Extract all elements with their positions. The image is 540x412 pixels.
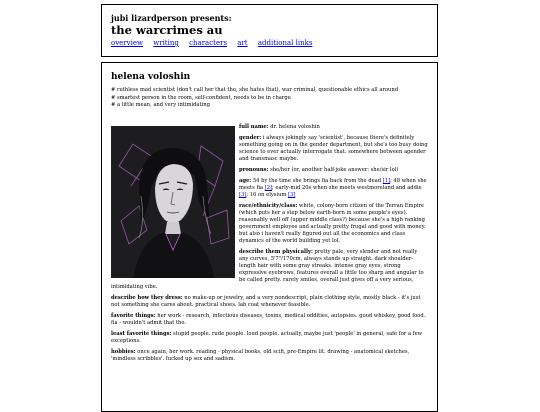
- character-tag: # smartest person in the room, self-confident, needs to be in charge: [111, 94, 291, 101]
- portrait-image: [111, 126, 235, 278]
- field-hobbies: [111, 349, 428, 363]
- nav-link-additional-links[interactable]: additional links: [257, 39, 313, 47]
- field-label: least favorite things:: [111, 330, 172, 337]
- field-value: ; early-mid 20s when she meets westmoreland and addie: [272, 184, 422, 191]
- field-value: white, colony-born citizen of the Terran Empire (which puts her a step below earth-born in some people's eyes). reasonably well off (upper middle class?) because she's a high ranking government employee and actually pretty frugal and good with money. but also i haven't really figured out all the economics and class dynamics of the world building yet lol.: [239, 202, 426, 244]
- field-value: i always jokingly say 'scientist', because there's definitely something going on in the gender department, but she's too busy doing science to ever actually interrogate that. somewhere between agender and transmasc maybe.: [239, 134, 428, 162]
- field-value: no make-up or jewelry, and a very nondescript, plain clothing style, mostly black - it's just not something she cares about. practical shoes. lab coat whenever feasible.: [111, 294, 421, 308]
- nav-link-art[interactable]: art: [237, 39, 248, 47]
- field-value: dr. helena voloshin: [268, 123, 320, 130]
- character-name: helena voloshin: [111, 72, 191, 82]
- site-title: the warcrimes au: [111, 23, 223, 37]
- footnote-link[interactable]: [3]: [239, 191, 247, 198]
- character-profile: [111, 124, 428, 363]
- character-panel: [101, 62, 438, 412]
- character-tag: # a little mean, and very intimidating: [111, 102, 210, 108]
- field-label: describe them physically:: [239, 248, 313, 255]
- field-least-favorite-things: [111, 331, 428, 345]
- character-tag: # ruthless mad scientist (don't call her that tho, she hates that), war criminal, questionable ethics all around: [111, 87, 399, 93]
- character-tags: [111, 87, 428, 110]
- footnote-link[interactable]: [1]: [382, 177, 391, 184]
- field-value: 54 by the time she brings fia back from the dead: [251, 177, 383, 184]
- field-favorite-things: [111, 313, 428, 327]
- site-header: [101, 4, 438, 57]
- field-label: hobbies:: [111, 348, 136, 355]
- field-label: race/ethnicity/class:: [239, 202, 298, 209]
- field-label: pronouns:: [239, 166, 269, 173]
- field-value: ; 16 on elysium: [246, 191, 289, 198]
- footnote-link[interactable]: [2]: [264, 184, 273, 191]
- field-label: describe how they dress:: [111, 294, 183, 301]
- nav-link-characters[interactable]: characters: [189, 39, 228, 47]
- field-label: favorite things:: [111, 312, 156, 319]
- field-value: ; 48 when she meets fia: [239, 177, 427, 191]
- field-label: age:: [239, 177, 252, 184]
- field-value: pretty pale, very slender and not really any curves, 5'7"/170cm, always stands up straight. dark shoulder-length hair with some gray streaks. intense gray eyes, strong expressive eyebrows, features overall a little too sharp and angular to be called pretty. rarely smiles, overall just gives off a very serious, intimidating vibe.: [111, 248, 424, 290]
- footnote-link[interactable]: [3]: [288, 191, 296, 198]
- field-value: her work - research, infectious diseases, toxins, medical oddities, autopsies. good whiskey, good food. fia - wouldn't admit that tho.: [111, 312, 426, 326]
- field-dress: [111, 295, 428, 309]
- nav-link-writing[interactable]: writing: [153, 39, 179, 47]
- field-label: full name:: [239, 123, 269, 130]
- site-nav: [111, 38, 428, 48]
- field-value: once again, her work. reading - physical books, old scifi, pre-Empire lit. drawing - anatomical sketches, 'mindless scribbles'. fucked up sex and sadism.: [111, 348, 410, 362]
- field-label: gender:: [239, 134, 262, 141]
- portrait-illustration-icon: [111, 126, 235, 278]
- nav-link-overview[interactable]: overview: [111, 39, 143, 47]
- site-presenter: jubi lizardperson presents:: [111, 13, 232, 23]
- field-value: she/her (or, another half-joke answer: she/sir lol): [268, 166, 399, 173]
- field-value: stupid people. rude people. loud people. actually, maybe just 'people' in general, safe for a few exceptions.: [111, 330, 423, 344]
